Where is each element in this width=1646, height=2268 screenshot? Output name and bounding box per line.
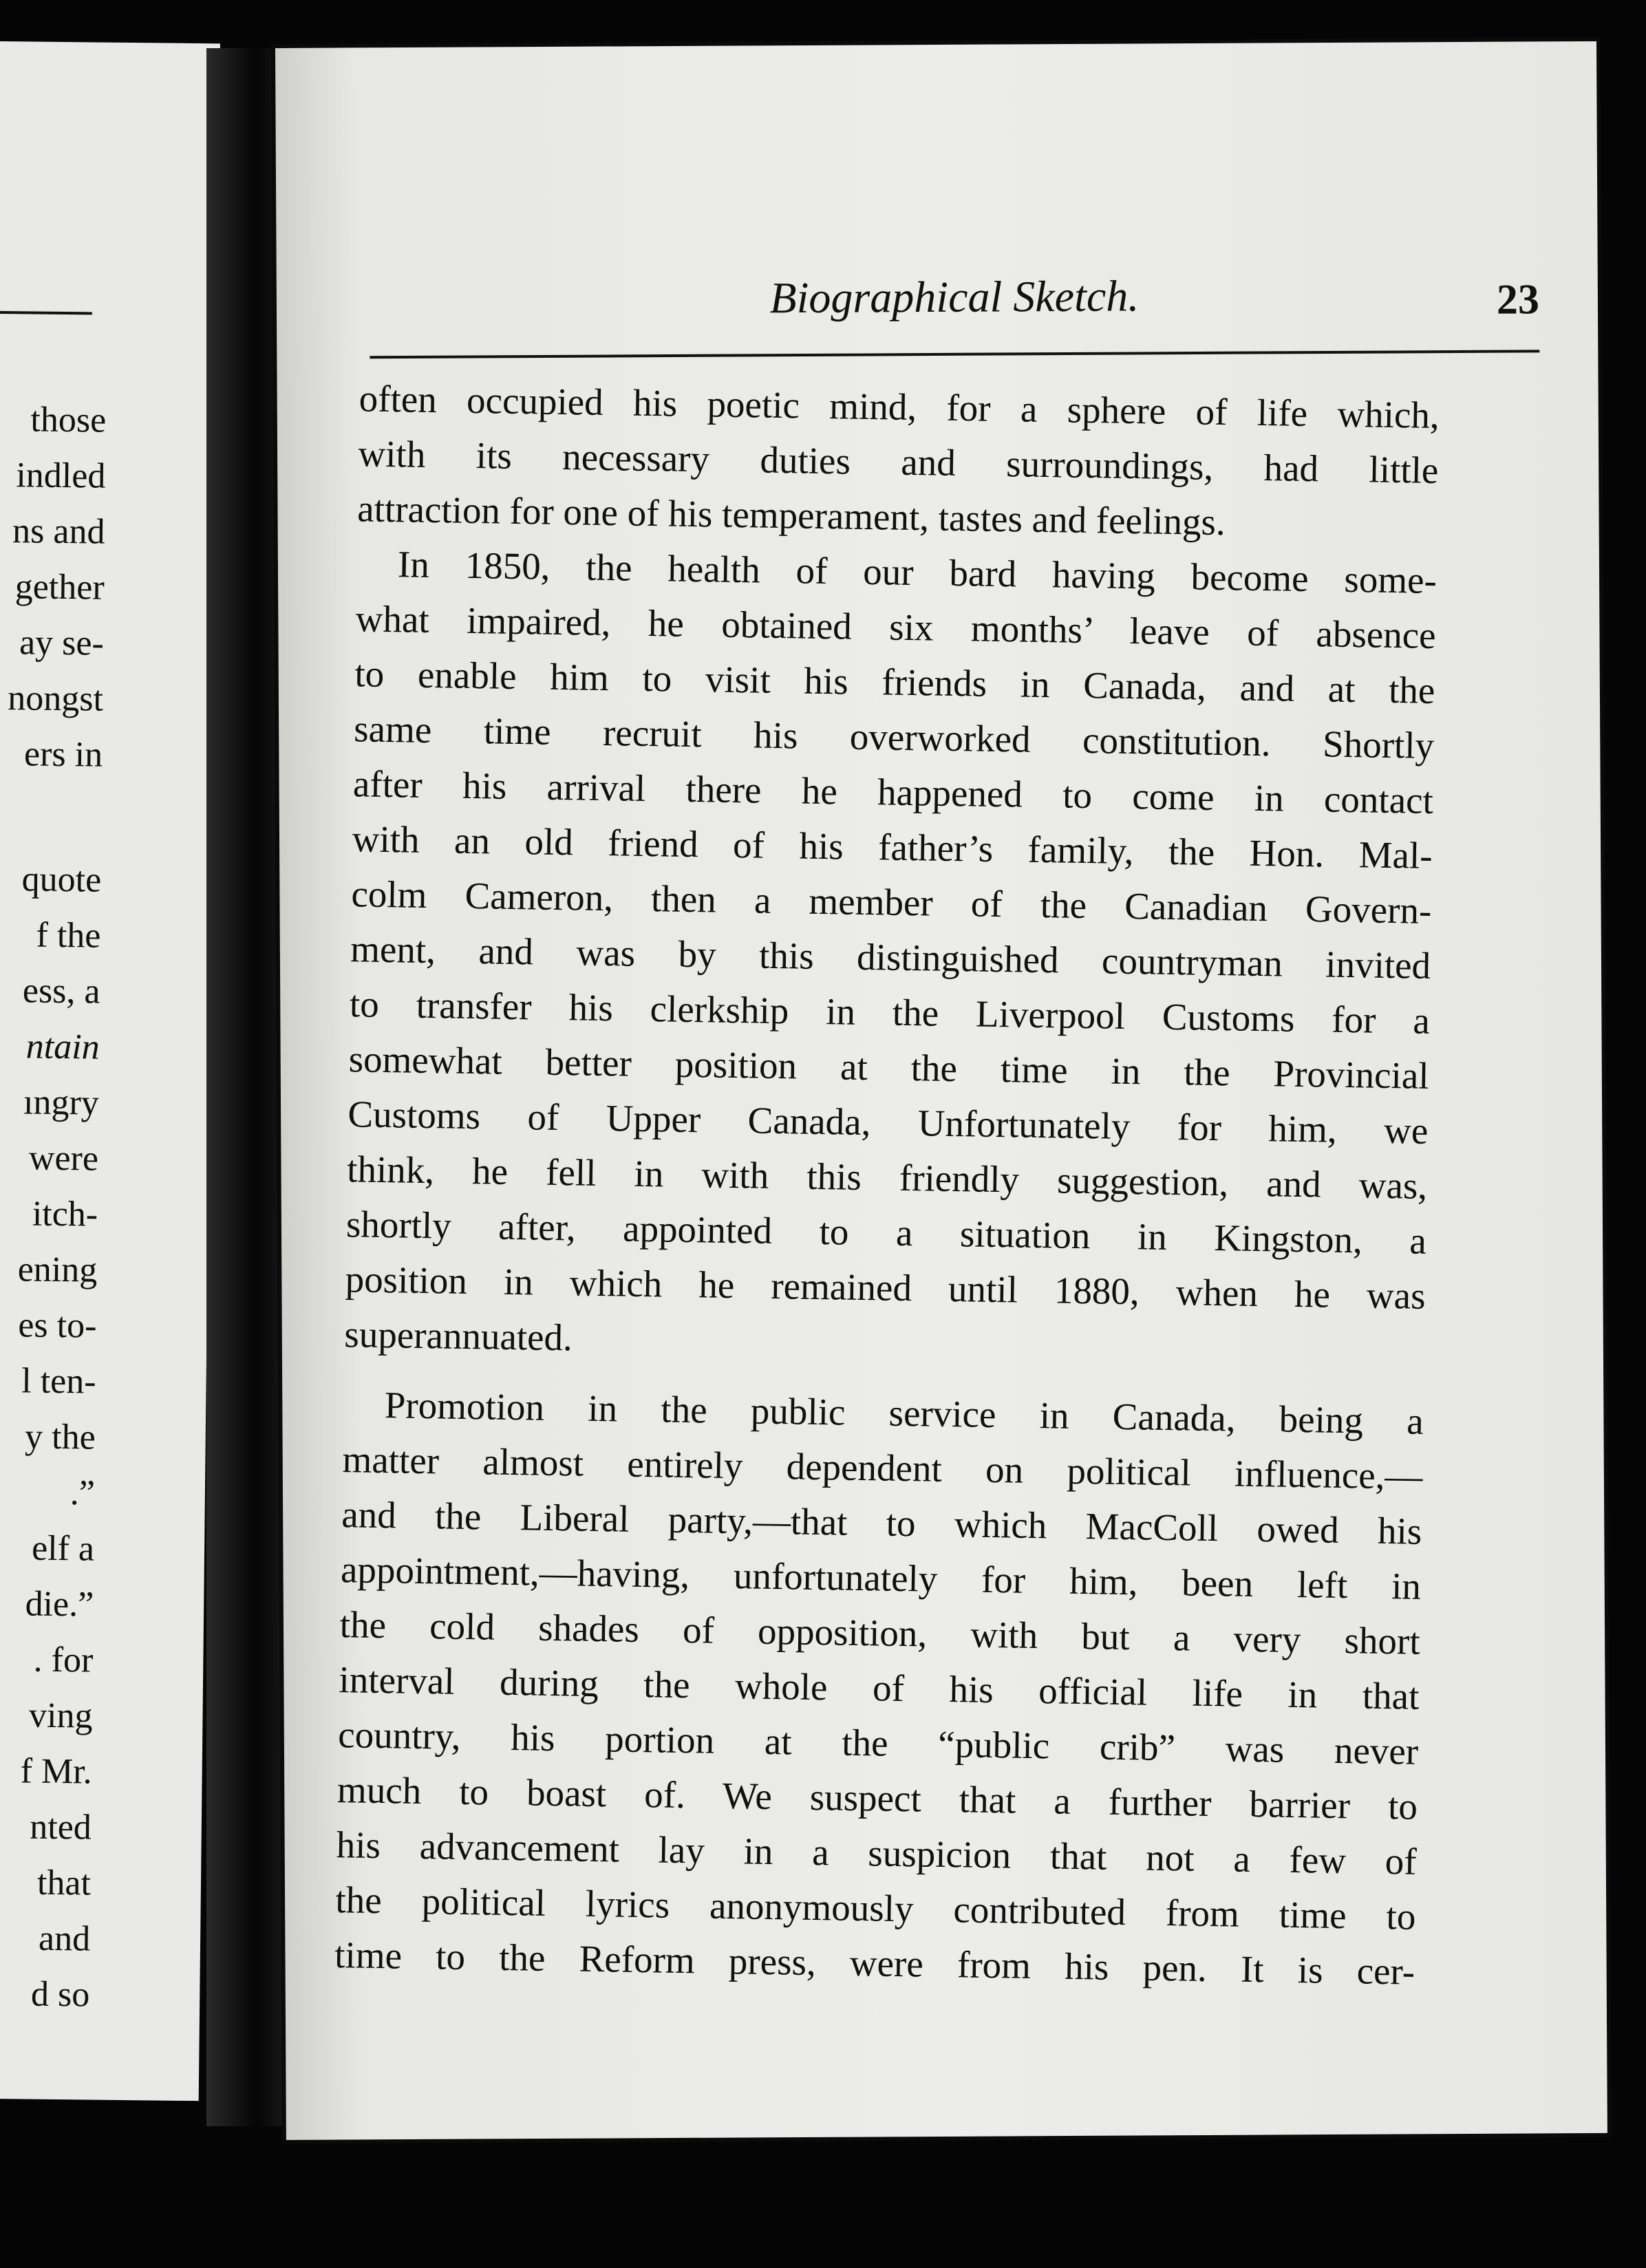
facing-page-line: were bbox=[28, 1138, 99, 1179]
facing-page-line bbox=[0, 788, 103, 790]
facing-page-line: ers in bbox=[23, 734, 103, 775]
body-line: superannuated. bbox=[343, 1313, 573, 1359]
body-line: much to boast of. We suspect that a further barrier to bbox=[336, 1768, 1418, 1828]
facing-page-line: indled bbox=[16, 456, 106, 496]
facing-page-line: gether bbox=[14, 567, 105, 608]
body-text bbox=[334, 371, 1440, 1999]
facing-page-line: ening bbox=[17, 1250, 98, 1290]
facing-page-line: those bbox=[30, 400, 107, 440]
page-header bbox=[370, 268, 1540, 357]
running-title: Biographical Sketch. bbox=[769, 271, 1140, 323]
body-line: after his arrival there he happened to come in contact bbox=[352, 762, 1434, 822]
body-line: attraction for one of his temperament, tastes and feelings. bbox=[356, 487, 1226, 544]
facing-page-line: ving bbox=[28, 1695, 93, 1736]
body-line: his advancement lay in a suspicion that not a few of bbox=[336, 1823, 1418, 1883]
body-line: what impaired, he obtained six months’ leave of absence bbox=[355, 597, 1437, 656]
facing-page-line: itch- bbox=[32, 1194, 98, 1234]
body-line: country, his portion at the “public crib” was never bbox=[337, 1713, 1419, 1773]
body-line: the cold shades of opposition, with but a very short bbox=[339, 1603, 1421, 1662]
facing-page-line: ess, a bbox=[22, 971, 100, 1012]
facing-page-line: quote bbox=[21, 859, 102, 900]
body-line: ment, and was by this distinguished countryman invited bbox=[350, 928, 1431, 987]
facing-page-line: nongst bbox=[8, 678, 104, 719]
facing-page-text bbox=[0, 41, 220, 2015]
facing-page-line: ns and bbox=[12, 511, 105, 552]
body-line: to transfer his clerkship in the Liverpool Customs for a bbox=[349, 983, 1431, 1042]
facing-page-line: d so bbox=[30, 1974, 90, 2015]
body-line: to enable him to visit his friends in Canada, and at the bbox=[354, 652, 1435, 712]
body-line: Customs of Upper Canada, Unfortunately for him, we bbox=[348, 1093, 1429, 1152]
facing-page-fragment bbox=[0, 41, 220, 2101]
body-line: In 1850, the health of our bard having become some- bbox=[397, 543, 1437, 601]
body-line: colm Cameron, then a member of the Canadian Govern- bbox=[351, 873, 1432, 932]
body-line: position in which he remained until 1880, when he was bbox=[345, 1258, 1426, 1317]
facing-page-line: f the bbox=[36, 915, 101, 956]
body-line: and the Liberal party,—that to which MacColl owed his bbox=[341, 1493, 1422, 1552]
body-line: shortly after, appointed to a situation in Kingston, a bbox=[345, 1203, 1427, 1262]
facing-page-line: l ten- bbox=[21, 1361, 96, 1402]
body-line: matter almost entirely dependent on political influence,— bbox=[342, 1438, 1423, 1497]
facing-page-line: y the bbox=[24, 1417, 96, 1457]
facing-page-line: nted bbox=[29, 1807, 92, 1848]
facing-page-line: f Mr. bbox=[20, 1751, 92, 1792]
body-line: think, he fell in with this friendly suggestion, and was, bbox=[346, 1148, 1428, 1207]
facing-page-line: . for bbox=[33, 1640, 94, 1680]
header-rule bbox=[370, 350, 1539, 359]
body-line: same time recruit his overworked constitution. Shortly bbox=[353, 707, 1435, 767]
body-line: appointment,—having, unfortunately for him, been left in bbox=[340, 1548, 1422, 1607]
facing-page-line: es to- bbox=[18, 1305, 97, 1346]
facing-page-line: that bbox=[36, 1863, 92, 1903]
facing-page-line: .” bbox=[70, 1473, 96, 1513]
body-line: with an old friend of his father’s family, the Hon. Mal- bbox=[352, 817, 1433, 877]
facing-page-line: elf a bbox=[31, 1528, 95, 1569]
body-line: interval during the whole of his official life in that bbox=[339, 1658, 1420, 1718]
body-line: with its necessary duties and surroundings, had little bbox=[358, 432, 1439, 492]
body-line: the political lyrics anonymously contributed from time to bbox=[335, 1879, 1416, 1938]
facing-page-line: ay se- bbox=[19, 623, 105, 663]
facing-page-line: and bbox=[38, 1918, 91, 1959]
body-line: time to the Reform press, were from his pen. It is cer- bbox=[334, 1934, 1415, 1993]
facing-page-line: ıngry bbox=[23, 1082, 100, 1123]
page-number: 23 bbox=[1496, 276, 1540, 323]
page bbox=[275, 41, 1607, 2140]
facing-page-line: die.” bbox=[25, 1584, 94, 1625]
body-line: Promotion in the public service in Canada, being a bbox=[384, 1384, 1424, 1442]
facing-page-header-rule bbox=[0, 311, 92, 314]
facing-page-line: ntain bbox=[25, 1027, 100, 1067]
body-line: somewhat better position at the time in the Provincial bbox=[348, 1038, 1430, 1097]
body-line: often occupied his poetic mind, for a sphere of life which, bbox=[359, 377, 1440, 437]
